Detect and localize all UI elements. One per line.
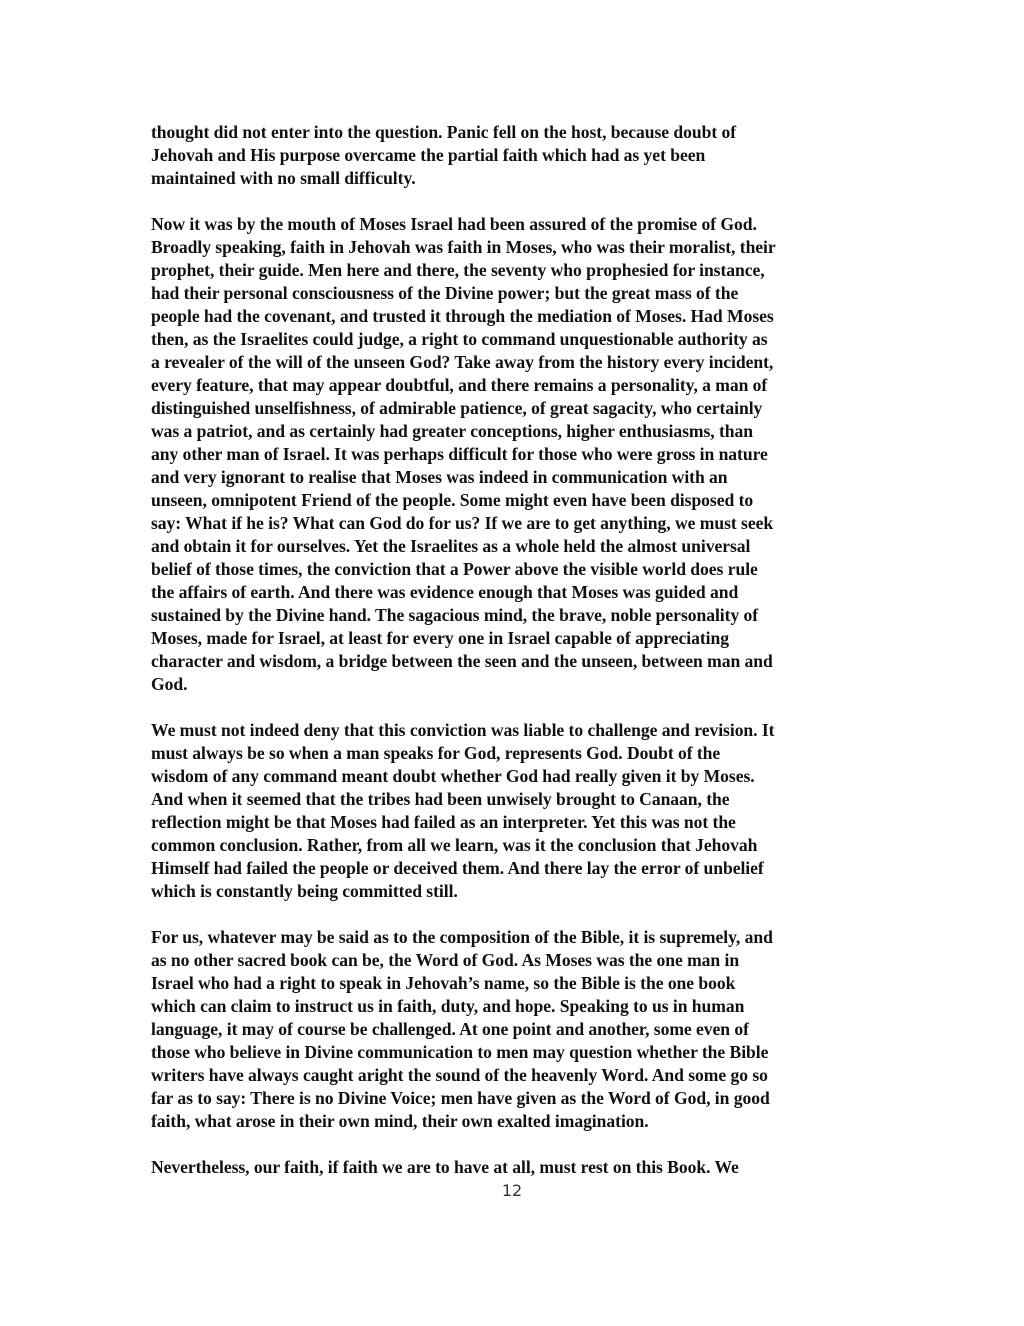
text-line: maintained with no small difficulty. <box>151 168 416 188</box>
text-line: common conclusion. Rather, from all we learn, was it the conclusion that Jehovah <box>151 835 758 855</box>
text-line: Broadly speaking, faith in Jehovah was faith in Moses, who was their moralist, their <box>151 237 776 257</box>
text-line: faith, what arose in their own mind, their own exalted imagination. <box>151 1111 649 1131</box>
paragraph <box>151 719 873 903</box>
text-line: was a patriot, and as certainly had greater conceptions, higher enthusiasms, than <box>151 421 753 441</box>
text-line: people had the covenant, and trusted it through the mediation of Moses. Had Moses <box>151 306 774 326</box>
text-line: which can claim to instruct us in faith, duty, and hope. Speaking to us in human <box>151 996 745 1016</box>
text-line: Himself had failed the people or deceived them. And there lay the error of unbelief <box>151 858 764 878</box>
text-line: For us, whatever may be said as to the composition of the Bible, it is supremely, and <box>151 927 773 947</box>
text-line: and very ignorant to realise that Moses was indeed in communication with an <box>151 467 728 487</box>
text-line: wisdom of any command meant doubt whether God had really given it by Moses. <box>151 766 755 786</box>
text-line: those who believe in Divine communication to men may question whether the Bible <box>151 1042 769 1062</box>
text-line: and obtain it for ourselves. Yet the Israelites as a whole held the almost universal <box>151 536 751 556</box>
text-line: a revealer of the will of the unseen God? Take away from the history every incident, <box>151 352 774 372</box>
paragraph <box>151 926 873 1133</box>
text-line: language, it may of course be challenged. At one point and another, some even of <box>151 1019 749 1039</box>
text-line: had their personal consciousness of the Divine power; but the great mass of the <box>151 283 739 303</box>
text-line: sustained by the Divine hand. The sagacious mind, the brave, noble personality of <box>151 605 759 625</box>
text-line: writers have always caught aright the sound of the heavenly Word. And some go so <box>151 1065 768 1085</box>
page-number: 12 <box>501 1181 523 1200</box>
text-line: any other man of Israel. It was perhaps difficult for those who were gross in nature <box>151 444 768 464</box>
text-line: God. <box>151 674 188 694</box>
text-line: then, as the Israelites could judge, a right to command unquestionable authority as <box>151 329 768 349</box>
text-line: Moses, made for Israel, at least for every one in Israel capable of appreciating <box>151 628 729 648</box>
text-line: character and wisdom, a bridge between the seen and the unseen, between man and <box>151 651 773 671</box>
text-line: which is constantly being committed still. <box>151 881 458 901</box>
text-line: We must not indeed deny that this conviction was liable to challenge and revision. It <box>151 720 775 740</box>
text-line: Nevertheless, our faith, if faith we are to have at all, must rest on this Book. We <box>151 1157 739 1177</box>
text-line: prophet, their guide. Men here and there, the seventy who prophesied for instance, <box>151 260 765 280</box>
text-line: must always be so when a man speaks for God, represents God. Doubt of the <box>151 743 721 763</box>
text-line: Jehovah and His purpose overcame the partial faith which had as yet been <box>151 145 706 165</box>
text-line: belief of those times, the conviction that a Power above the visible world does rule <box>151 559 758 579</box>
text-line: far as to say: There is no Divine Voice; men have given as the Word of God, in good <box>151 1088 770 1108</box>
text-line: unseen, omnipotent Friend of the people. Some might even have been disposed to <box>151 490 754 510</box>
paragraph <box>151 121 873 190</box>
text-line: thought did not enter into the question. Panic fell on the host, because doubt of <box>151 122 737 142</box>
paragraph <box>151 213 873 696</box>
text-line: And when it seemed that the tribes had been unwisely brought to Canaan, the <box>151 789 730 809</box>
text-line: reflection might be that Moses had failed as an interpreter. Yet this was not the <box>151 812 736 832</box>
body-text <box>151 121 873 1202</box>
text-line: Israel who had a right to speak in Jehovah’s name, so the Bible is the one book <box>151 973 736 993</box>
text-line: every feature, that may appear doubtful, and there remains a personality, a man of <box>151 375 768 395</box>
text-line: say: What if he is? What can God do for us? If we are to get anything, we must seek <box>151 513 774 533</box>
text-line: the affairs of earth. And there was evidence enough that Moses was guided and <box>151 582 739 602</box>
text-line: distinguished unselfishness, of admirable patience, of great sagacity, who certainly <box>151 398 763 418</box>
text-line: Now it was by the mouth of Moses Israel had been assured of the promise of God. <box>151 214 757 234</box>
paragraph <box>151 1156 873 1179</box>
text-line: as no other sacred book can be, the Word of God. As Moses was the one man in <box>151 950 740 970</box>
